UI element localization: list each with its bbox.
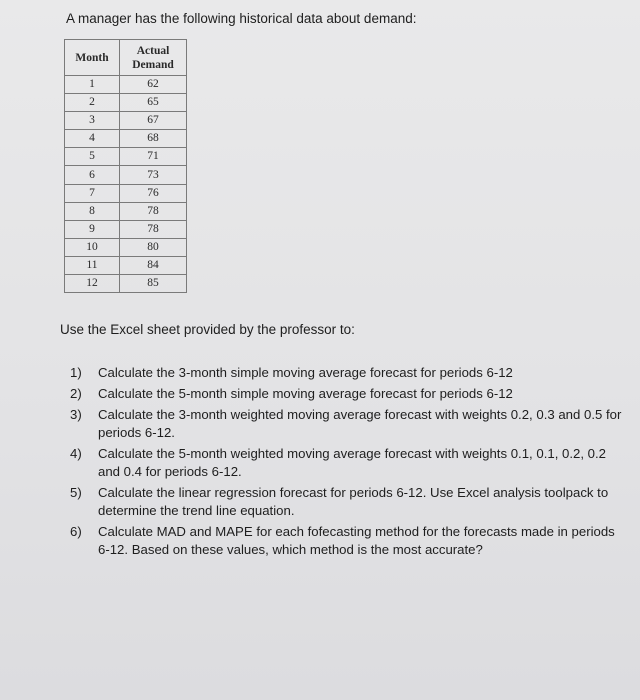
table-row: [65, 148, 187, 166]
table-row: [65, 166, 187, 184]
instructions-intro: Use the Excel sheet provided by the professor to:: [60, 322, 355, 337]
month-cell: 7: [65, 184, 120, 202]
table-row: [65, 76, 187, 94]
demand-table: [64, 39, 187, 293]
task-number: 3): [70, 407, 82, 422]
month-cell: 5: [65, 148, 120, 166]
month-cell: 6: [65, 166, 120, 184]
table-row: [65, 94, 187, 112]
task-list: [70, 364, 630, 562]
month-cell: 1: [65, 76, 120, 94]
month-cell: 2: [65, 94, 120, 112]
table-row: [65, 238, 187, 256]
table-row: [65, 256, 187, 274]
task-text: Calculate the 3-month weighted moving average forecast with weights 0.2, 0.3 and 0.5 for periods 6-12.: [98, 407, 622, 440]
table-row: [65, 220, 187, 238]
table-row: [65, 112, 187, 130]
demand-cell: 80: [120, 238, 187, 256]
intro-text: A manager has the following historical data about demand:: [66, 11, 417, 26]
demand-cell: 78: [120, 202, 187, 220]
demand-cell: 84: [120, 256, 187, 274]
month-cell: 10: [65, 238, 120, 256]
month-cell: 8: [65, 202, 120, 220]
demand-cell: 65: [120, 94, 187, 112]
task-text: Calculate the linear regression forecast for periods 6-12. Use Excel analysis toolpack to determine the trend line equation.: [98, 485, 609, 518]
actual-demand-header: [120, 40, 187, 76]
task-number: 2): [70, 386, 82, 401]
task-number: 6): [70, 524, 82, 539]
task-text: Calculate the 5-month simple moving average forecast for periods 6-12: [98, 386, 513, 401]
table-row: [65, 275, 187, 293]
actual-demand-header-line1: Actual: [136, 44, 170, 57]
table-header-row: [65, 40, 187, 76]
month-header: Month: [65, 40, 120, 76]
demand-cell: 62: [120, 76, 187, 94]
demand-cell: 78: [120, 220, 187, 238]
task-number: 1): [70, 365, 82, 380]
demand-table-body: [65, 76, 187, 293]
month-cell: 3: [65, 112, 120, 130]
actual-demand-header-line2: Demand: [132, 58, 174, 71]
table-row: [65, 202, 187, 220]
month-cell: 9: [65, 220, 120, 238]
table-row: [65, 184, 187, 202]
month-cell: 4: [65, 130, 120, 148]
month-cell: 11: [65, 256, 120, 274]
demand-cell: 67: [120, 112, 187, 130]
demand-cell: 68: [120, 130, 187, 148]
demand-cell: 76: [120, 184, 187, 202]
task-text: Calculate the 5-month weighted moving average forecast with weights 0.1, 0.1, 0.2, 0.2 and 0.4 for periods 6-12.: [98, 446, 607, 479]
task-text: Calculate MAD and MAPE for each fofecasting method for the forecasts made in periods 6-12. Based on these values, which method is the most accurate?: [98, 524, 615, 557]
task-item: [70, 445, 630, 481]
demand-cell: 85: [120, 275, 187, 293]
month-cell: 12: [65, 275, 120, 293]
task-item: [70, 385, 630, 403]
task-text: Calculate the 3-month simple moving average forecast for periods 6-12: [98, 365, 513, 380]
demand-cell: 71: [120, 148, 187, 166]
task-number: 5): [70, 485, 82, 500]
task-item: [70, 406, 630, 442]
demand-cell: 73: [120, 166, 187, 184]
task-item: [70, 364, 630, 382]
task-item: [70, 523, 630, 559]
table-row: [65, 130, 187, 148]
task-number: 4): [70, 446, 82, 461]
task-item: [70, 484, 630, 520]
